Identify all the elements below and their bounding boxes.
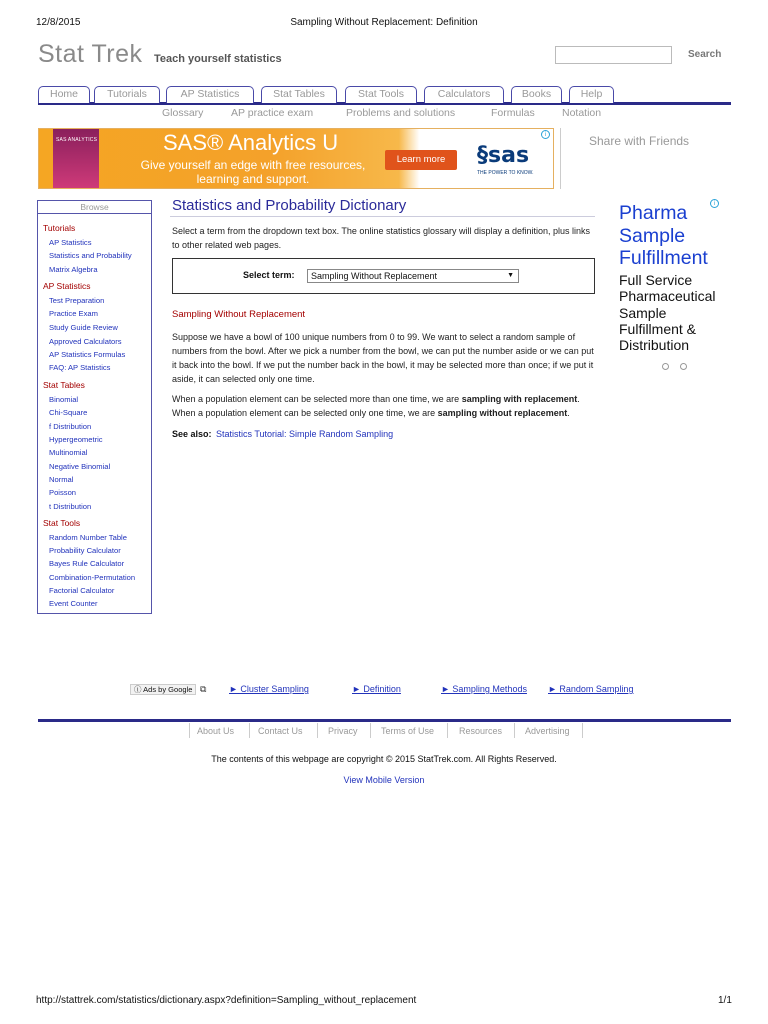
intro-text: Select a term from the dropdown text box. The online statistics glossary will display a definition, plus links to other related web pages. (172, 226, 591, 250)
banner-ad[interactable] (38, 128, 554, 189)
page-title: Statistics and Probability Dictionary (172, 197, 407, 214)
tab-ap-statistics[interactable]: AP Statistics (166, 86, 254, 103)
ads-by-google-badge[interactable]: ⓘ Ads by Google (130, 684, 196, 695)
print-date: 12/8/2015 (36, 17, 81, 28)
sidebar-item-test-preparation[interactable]: Test Preparation (49, 296, 105, 305)
copyright-text: The contents of this webpage are copyright © 2015 StatTrek.com. All Rights Reserved. (211, 754, 557, 764)
sidebar-item-normal[interactable]: Normal (49, 475, 74, 484)
sublink-glossary[interactable]: Glossary (162, 107, 204, 119)
print-page-number: 1/1 (718, 995, 732, 1006)
term-dropdown[interactable]: Sampling Without Replacement ▼ (307, 269, 519, 283)
term-selector-panel (172, 258, 595, 294)
sidebar-section-ap-statistics[interactable]: AP Statistics (43, 281, 91, 291)
footer-link-privacy[interactable]: Privacy (328, 726, 358, 736)
footer-separator (317, 723, 318, 738)
divider (560, 128, 561, 189)
sidebar-item-factorial[interactable]: Factorial Calculator (49, 586, 115, 595)
footer-link-about[interactable]: About Us (197, 726, 235, 736)
right-ad-body: Full Service Pharmaceutical Sample Fulfillment & Distribution (619, 272, 716, 354)
sidebar-section-tutorials[interactable]: Tutorials (43, 223, 76, 233)
share-with-friends[interactable]: Share with Friends (589, 134, 690, 148)
sidebar-item-statistics-probability[interactable]: Statistics and Probability (49, 251, 132, 260)
learn-more-button[interactable]: Learn more (385, 150, 457, 170)
ad-link-cluster-sampling[interactable]: ► Cluster Sampling (229, 684, 309, 694)
sas-logo: §sas (477, 143, 530, 168)
sidebar-item-chi-square[interactable]: Chi-Square (49, 408, 88, 417)
external-link-icon[interactable]: ⧉ (200, 684, 207, 694)
footer-separator (189, 723, 190, 738)
tab-home[interactable]: Home (38, 86, 90, 103)
footer-separator (514, 723, 515, 738)
select-term-label: Select term: (243, 270, 295, 280)
view-mobile-link[interactable]: View Mobile Version (343, 775, 425, 785)
tab-books[interactable]: Books (511, 86, 562, 103)
adchoices-icon[interactable]: i (541, 130, 550, 139)
sidebar-item-study-guide[interactable]: Study Guide Review (49, 323, 118, 332)
sidebar-section-stat-tools[interactable]: Stat Tools (43, 518, 81, 528)
term-heading: Sampling Without Replacement (172, 309, 306, 320)
see-also-link[interactable]: Statistics Tutorial: Simple Random Sampling (216, 429, 394, 439)
sidebar-item-f-distribution[interactable]: f Distribution (49, 422, 92, 431)
browse-sidebar (37, 200, 152, 614)
footer-separator (447, 723, 448, 738)
sublink-notation[interactable]: Notation (562, 107, 602, 119)
banner-subtitle: Give yourself an edge with free resources, learning and support. (140, 158, 366, 186)
right-ad-title[interactable]: Pharma Sample Fulfillment (619, 202, 708, 269)
tab-calculators[interactable]: Calculators (424, 86, 504, 103)
right-ad[interactable] (606, 196, 732, 376)
banner-title: SAS® Analytics U (163, 130, 339, 155)
sidebar-item-negative-binomial[interactable]: Negative Binomial (49, 462, 111, 471)
footer-link-contact[interactable]: Contact Us (258, 726, 303, 736)
sidebar-item-multinomial[interactable]: Multinomial (49, 448, 88, 457)
print-title: Sampling Without Replacement: Definition (290, 17, 478, 28)
sas-tagline: THE POWER TO KNOW. (477, 170, 534, 176)
sidebar-item-practice-exam[interactable]: Practice Exam (49, 309, 98, 318)
sidebar-item-t-distribution[interactable]: t Distribution (49, 502, 92, 511)
dropdown-arrow-icon: ▼ (507, 272, 514, 279)
sidebar-item-matrix-algebra[interactable]: Matrix Algebra (49, 265, 98, 274)
footer-separator (582, 723, 583, 738)
sidebar-item-event-counter[interactable]: Event Counter (49, 599, 98, 608)
sidebar-header: Browse (38, 201, 151, 214)
sublink-ap-practice-exam[interactable]: AP practice exam (231, 107, 314, 119)
footer-link-advertising[interactable]: Advertising (525, 726, 570, 736)
footer-link-resources[interactable]: Resources (459, 726, 503, 736)
sidebar-item-poisson[interactable]: Poisson (49, 488, 77, 497)
sidebar-section-stat-tables[interactable]: Stat Tables (43, 380, 85, 390)
site-logo[interactable]: Stat Trek (38, 40, 143, 68)
sidebar-item-faq[interactable]: FAQ: AP Statistics (49, 363, 111, 372)
adchoices-icon[interactable]: i (710, 199, 719, 208)
sidebar-item-probability-calculator[interactable]: Probability Calculator (49, 546, 121, 555)
sidebar-item-random-number-table[interactable]: Random Number Table (49, 533, 127, 542)
footer-rule (38, 719, 731, 722)
ad-link-sampling-methods[interactable]: ► Sampling Methods (441, 684, 527, 694)
footer-separator (370, 723, 371, 738)
sidebar-item-ap-formulas[interactable]: AP Statistics Formulas (49, 350, 126, 359)
footer-separator (249, 723, 250, 738)
search-button[interactable]: Search (688, 49, 722, 60)
tab-tutorials[interactable]: Tutorials (94, 86, 160, 103)
definition-summary: When a population element can be selected more than one time, we are sampling with replacement. When a population element can be selected only one time, we are sampling without replacement. (172, 394, 580, 418)
sidebar-item-combination-permutation[interactable]: Combination-Permutation (49, 573, 136, 582)
carousel-dot[interactable] (680, 363, 687, 370)
tab-stat-tools[interactable]: Stat Tools (345, 86, 417, 103)
sidebar-item-hypergeometric[interactable]: Hypergeometric (49, 435, 103, 444)
sublink-formulas[interactable]: Formulas (491, 107, 535, 119)
see-also-label: See also: (172, 429, 212, 439)
definition-paragraph: Suppose we have a bowl of 100 unique numbers from 0 to 99. We want to select a random sample of numbers from the bowl. After we pick a number from the bowl, we can put the number aside or we can put it back into the bowl. If we put the number back in the bowl, it may be selected more than once; if we put it aside, it can selected only one time. (172, 332, 594, 384)
sidebar-item-binomial[interactable]: Binomial (49, 395, 79, 404)
sidebar-item-bayes-rule[interactable]: Bayes Rule Calculator (49, 559, 125, 568)
sidebar-item-approved-calculators[interactable]: Approved Calculators (49, 337, 122, 346)
sublink-problems-solutions[interactable]: Problems and solutions (346, 107, 456, 119)
divider (170, 216, 595, 217)
search-input[interactable] (555, 46, 672, 64)
carousel-dot[interactable] (662, 363, 669, 370)
footer-link-terms[interactable]: Terms of Use (381, 726, 435, 736)
sidebar-item-ap-statistics[interactable]: AP Statistics (49, 238, 92, 247)
site-tagline: Teach yourself statistics (154, 53, 282, 65)
sas-badge: SAS ANALYTICS (53, 129, 99, 189)
ad-link-random-sampling[interactable]: ► Random Sampling (548, 684, 634, 694)
ad-link-definition[interactable]: ► Definition (352, 684, 401, 694)
tab-help[interactable]: Help (569, 86, 614, 103)
tab-stat-tables[interactable]: Stat Tables (261, 86, 337, 103)
print-url: http://stattrek.com/statistics/dictionary.aspx?definition=Sampling_without_replacement (36, 995, 417, 1006)
